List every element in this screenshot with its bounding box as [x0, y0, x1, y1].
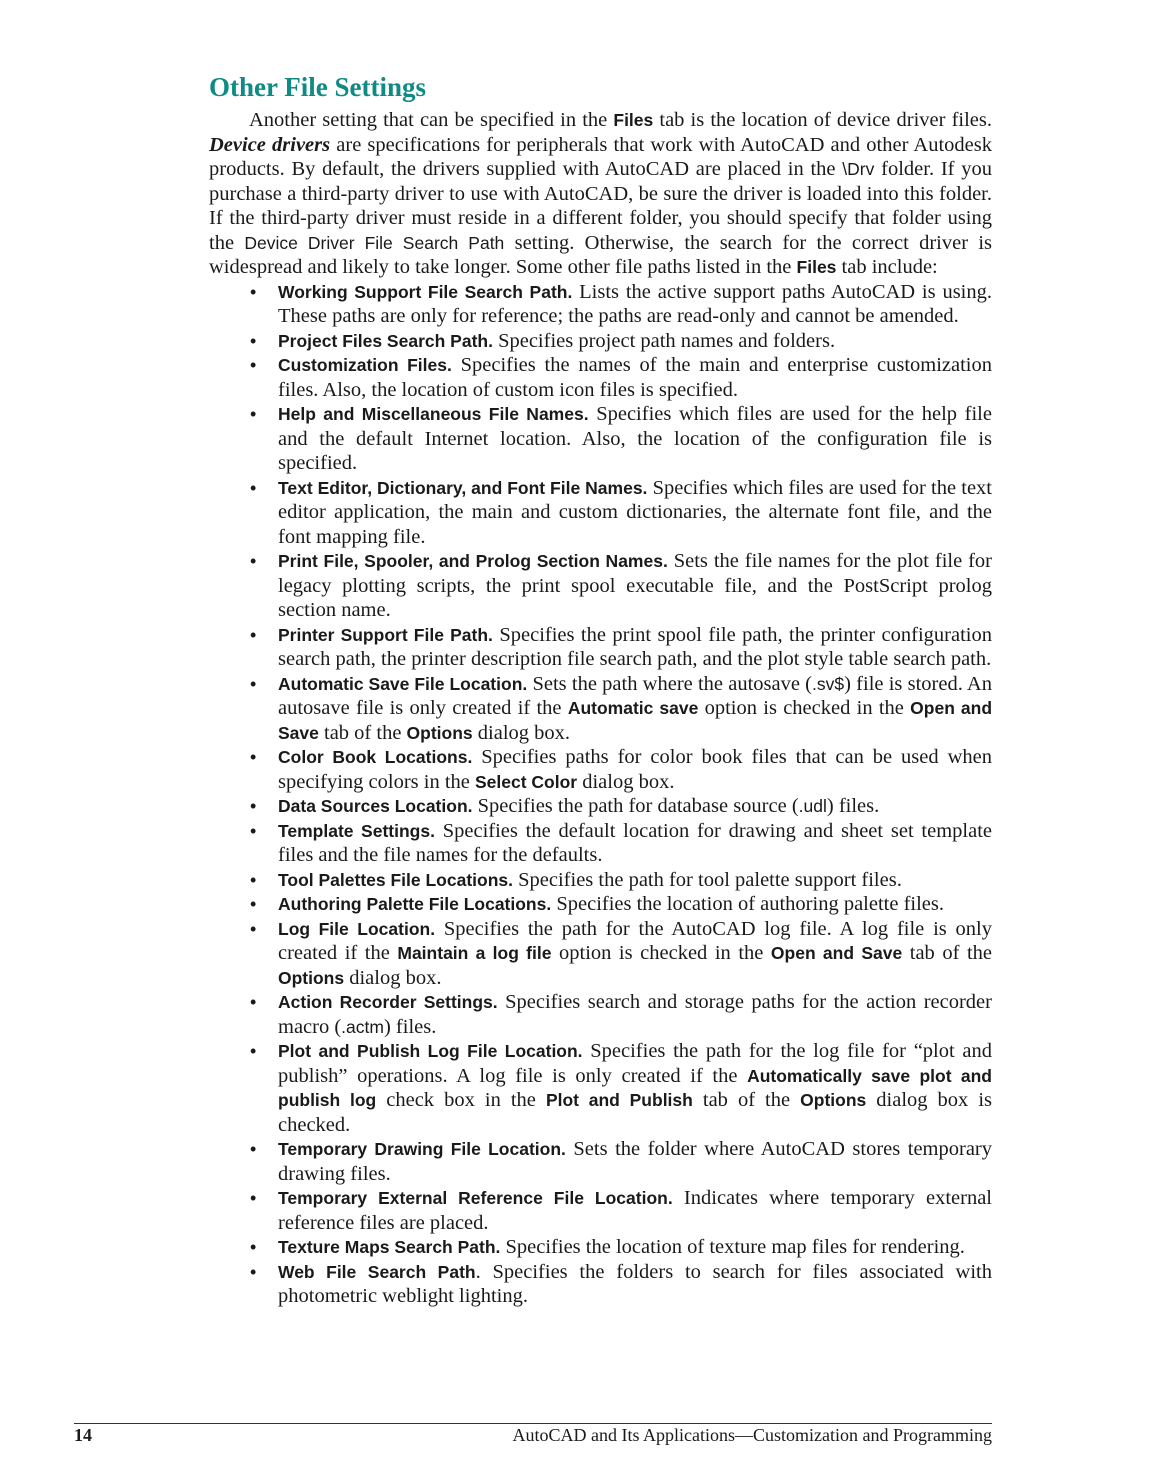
ui-term: .actm: [341, 1016, 384, 1037]
ui-term: Device Driver File Search Path: [244, 232, 505, 253]
bold-term: Plot and Publish: [545, 1090, 693, 1110]
text-run: Specifies the path for database source (: [472, 795, 799, 817]
bold-term: Files: [613, 110, 654, 130]
text-run: Another setting that can be specified in the: [249, 109, 614, 131]
page-number: 14: [74, 1425, 92, 1445]
bold-term: Temporary External Reference File Location.: [278, 1188, 673, 1208]
list-item: [250, 794, 992, 819]
bold-term: Web File Search Path: [278, 1261, 476, 1282]
text-run: option is checked in the: [551, 942, 771, 964]
bold-term: Options: [406, 722, 473, 743]
bullet-icon: •: [250, 1237, 257, 1257]
bullet-icon: •: [250, 355, 257, 375]
text-run: Specifies the names of the main and enterprise customization files. Also, the location of custom icon files is specified.: [278, 354, 993, 401]
bold-term: Texture Maps Search Path.: [278, 1237, 501, 1257]
text-run: tab of the: [318, 721, 407, 744]
bold-term: Files: [796, 257, 837, 277]
bullet-icon: •: [250, 992, 257, 1012]
bold-term: Automatic Save File Location.: [278, 673, 528, 694]
bullet-icon: •: [250, 1261, 257, 1282]
list-item: [250, 549, 992, 623]
list-item: [250, 990, 992, 1039]
bold-term: Select Color: [474, 771, 578, 792]
list-item: [250, 892, 992, 917]
bullet-icon: •: [250, 477, 257, 498]
bold-term: Automatically save plot and publish log: [278, 1065, 992, 1110]
text-run: Specifies paths for color book files that can be used when specifying colors in the: [278, 746, 992, 793]
bullet-icon: •: [250, 796, 257, 816]
text-run: Specifies the path for tool palette support files.: [513, 868, 902, 891]
bold-term: Text Editor, Dictionary, and Font File Names.: [278, 477, 648, 498]
text-run: Specifies the path for the AutoCAD log file. A log file is only created if the: [278, 917, 992, 964]
text-run: tab is the location of device driver files.: [653, 109, 993, 131]
bold-term: Temporary Drawing File Location.: [278, 1139, 566, 1159]
text-run: Lists the active support paths AutoCAD is using. These paths are only for reference; the paths are read-only and cannot be amended.: [278, 280, 992, 327]
list-item: [250, 1260, 993, 1309]
text-run: Sets the path where the autosave (: [527, 672, 813, 695]
text-run: Specifies project path names and folders.: [492, 329, 836, 352]
text-run: Specifies the location of texture map files for rendering.: [500, 1236, 965, 1258]
bullet-icon: •: [250, 820, 257, 841]
file-paths-list: [209, 280, 992, 1309]
text-run: Specifies the path for the log file for “plot and publish” operations. A log file is only created if the: [278, 1040, 992, 1087]
bullet-icon: •: [250, 673, 257, 694]
text-run: Specifies the default location for drawing and sheet set template files and the file names for the defaults.: [278, 819, 992, 866]
text-run: tab of the: [692, 1089, 801, 1111]
text-run: are specifications for peripherals that work with AutoCAD and other Autodesk products. By default, the drivers supplied with AutoCAD are placed in the: [209, 133, 992, 180]
bold-term: Data Sources Location.: [278, 796, 473, 816]
list-item: [250, 819, 992, 868]
list-item: [250, 917, 993, 991]
ui-term: .udl: [798, 796, 827, 816]
text-run: Specifies the print spool file path, the printer configuration search path, the printer description file search path, and the plot style table search path.: [278, 623, 992, 670]
list-item: [250, 476, 992, 550]
bullet-icon: •: [250, 894, 257, 914]
text-run: dialog box.: [344, 966, 442, 989]
italic-term: Device drivers: [209, 133, 331, 156]
bullet-icon: •: [250, 1041, 257, 1061]
list-item: [250, 329, 992, 354]
bold-term: Open and Save: [770, 943, 903, 963]
text-run: dialog box.: [472, 721, 571, 744]
bullet-icon: •: [250, 281, 257, 302]
bullet-icon: •: [250, 1139, 257, 1159]
text-run: Specifies which files are used for the text editor application, the main and custom dictionaries, the alternate font file, and the font mapping file.: [278, 476, 992, 548]
text-run: Indicates where temporary external reference files are placed.: [278, 1187, 992, 1234]
bold-term: Options: [800, 1090, 867, 1110]
text-run: ) file is stored. An autosave file is only created if the: [278, 672, 992, 719]
list-item: [250, 672, 993, 746]
list-item: [250, 1039, 993, 1137]
bold-term: Open and Save: [278, 698, 993, 743]
list-item: [250, 1186, 992, 1235]
bold-term: Log File Location.: [278, 918, 436, 939]
bold-term: Working Support File Search Path.: [278, 281, 573, 302]
text-run: folder. If you purchase a third-party driver to use with AutoCAD, be sure the driver is loaded into this folder. If the third-party driver must reside in a different folder, you should specify that folder using the: [209, 158, 992, 254]
text-run: . Specifies the folders to search for files associated with photometric weblight lighting.: [278, 1260, 993, 1307]
bold-term: Help and Miscellaneous File Names.: [278, 404, 589, 424]
list-item: [250, 1235, 992, 1260]
bold-term: Template Settings.: [278, 820, 435, 841]
bold-term: Printer Support File Path.: [278, 624, 493, 645]
running-title: AutoCAD and Its Applications—Customization and Programming: [512, 1425, 992, 1445]
text-run: option is checked in the: [698, 697, 911, 719]
text-run: dialog box.: [577, 770, 675, 793]
bold-term: Automatic save: [567, 698, 699, 718]
intro-paragraph: [209, 108, 992, 280]
text-run: check box in the: [376, 1089, 546, 1111]
text-run: Specifies the location of authoring palette files.: [551, 893, 945, 915]
bullet-icon: •: [250, 551, 257, 571]
bullet-icon: •: [250, 624, 257, 645]
text-run: Sets the file names for the plot file for legacy plotting scripts, the print spool executable file, and the PostScript prolog section name.: [278, 550, 992, 621]
bold-term: Print File, Spooler, and Prolog Section Names.: [278, 551, 668, 571]
bold-term: Color Book Locations.: [278, 747, 473, 767]
list-item: [250, 402, 992, 476]
list-item: [250, 623, 992, 672]
text-run: Specifies search and storage paths for the action recorder macro (: [278, 991, 992, 1038]
bold-term: Action Recorder Settings.: [278, 992, 498, 1012]
list-item: [250, 745, 992, 794]
bullet-icon: •: [250, 1188, 257, 1208]
bold-term: Tool Palettes File Locations.: [278, 869, 513, 890]
bold-term: Customization Files.: [278, 355, 452, 375]
text-run: dialog box is checked.: [278, 1089, 993, 1136]
page-content: [209, 70, 992, 1309]
bullet-icon: •: [250, 747, 257, 767]
text-run: tab of the: [902, 942, 993, 964]
bullet-icon: •: [250, 918, 257, 939]
bold-term: Authoring Palette File Locations.: [278, 894, 552, 914]
ui-term: .sv$: [812, 673, 845, 694]
text-run: tab include:: [836, 256, 938, 278]
bullet-icon: •: [250, 330, 257, 351]
bullet-icon: •: [250, 869, 257, 890]
list-item: [250, 280, 992, 329]
bullet-icon: •: [250, 404, 257, 424]
ui-term: \Drv: [842, 159, 875, 179]
bold-term: Project Files Search Path.: [278, 330, 493, 351]
bold-term: Maintain a log file: [397, 943, 552, 963]
list-item: [250, 868, 992, 893]
bold-term: Plot and Publish Log File Location.: [278, 1041, 583, 1061]
section-heading: Other File Settings: [209, 72, 426, 102]
list-item: [250, 1137, 992, 1186]
bold-term: Options: [278, 967, 345, 988]
text-run: Specifies which files are used for the help file and the default Internet location. Also, the location of the configuration file is specified.: [278, 403, 992, 474]
list-item: [250, 353, 993, 402]
text-run: ) files.: [383, 1015, 437, 1038]
text-run: Sets the folder where AutoCAD stores temporary drawing files.: [278, 1138, 992, 1185]
text-run: ) files.: [826, 795, 880, 817]
text-run: setting. Otherwise, the search for the correct driver is widespread and likely to take longer. Some other file paths listed in the: [209, 231, 993, 278]
